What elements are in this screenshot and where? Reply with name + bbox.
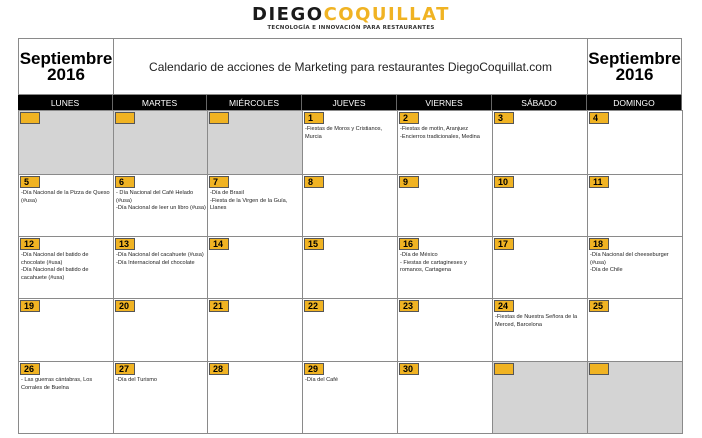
day-number-badge	[589, 363, 609, 375]
event-list	[210, 190, 301, 213]
event-list	[400, 126, 491, 141]
day-cell	[492, 236, 588, 299]
event-item: -Día de México	[400, 252, 438, 258]
day-cell	[18, 236, 114, 299]
day-number-badge: 4	[589, 112, 609, 124]
event-list	[400, 252, 491, 275]
day-cell	[587, 298, 683, 362]
day-number-badge: 13	[115, 238, 135, 250]
event-item: - Las guerras cántabras, Los Corrales de Buelna	[21, 377, 93, 391]
day-number-badge: 10	[494, 176, 514, 188]
weekday-header-miercoles: MIÉRCOLES	[207, 95, 302, 111]
logo-wordmark: DIEGOCOQUILLAT	[252, 4, 450, 25]
empty-day-cell	[113, 110, 208, 175]
event-list	[116, 377, 206, 385]
day-number-badge: 8	[304, 176, 324, 188]
event-list	[495, 314, 586, 329]
day-cell	[397, 174, 493, 237]
day-number-badge: 20	[115, 300, 135, 312]
day-cell	[397, 361, 493, 434]
day-number-badge: 30	[399, 363, 419, 375]
logo	[0, 0, 702, 36]
event-item: -Día de Brasil	[210, 190, 244, 196]
day-cell	[207, 298, 303, 362]
event-list	[116, 252, 206, 267]
day-cell	[113, 298, 208, 362]
event-list	[305, 126, 396, 141]
day-number-badge: 18	[589, 238, 609, 250]
day-number-badge: 5	[20, 176, 40, 188]
day-number-badge: 2	[399, 112, 419, 124]
day-number-badge	[494, 363, 514, 375]
weekday-header-domingo: DOMINGO	[587, 95, 682, 111]
day-cell	[397, 110, 493, 175]
day-cell	[492, 298, 588, 362]
day-cell	[302, 361, 398, 434]
event-item: -Día de Chile	[590, 267, 623, 274]
day-number-badge: 25	[589, 300, 609, 312]
event-item: - Fiestas de cartagineses y romanos, Cartagena	[400, 259, 467, 274]
logo-tagline: TECNOLOGÍA E INNOVACIÓN PARA RESTAURANTES	[267, 25, 435, 31]
day-cell	[113, 236, 208, 299]
event-list	[21, 190, 112, 205]
event-item: -Día Nacional del batido de chocolate (#usa)	[21, 252, 89, 266]
day-number-badge: 12	[20, 238, 40, 250]
event-item: -Fiestas de Nuestra Señora de la Merced, Barcelona	[495, 314, 578, 328]
empty-day-cell	[587, 361, 683, 434]
event-item: -Fiestas de motín, Aranjuez	[400, 126, 469, 132]
day-cell	[302, 110, 398, 175]
calendar	[18, 38, 682, 434]
day-number-badge: 28	[209, 363, 229, 375]
event-list	[21, 377, 112, 392]
weekday-header-viernes: VIERNES	[397, 95, 492, 111]
day-number-badge: 27	[115, 363, 135, 375]
day-number-badge: 26	[20, 363, 40, 375]
day-number-badge: 19	[20, 300, 40, 312]
day-number-badge: 14	[209, 238, 229, 250]
day-number-badge: 29	[304, 363, 324, 375]
day-cell	[302, 298, 398, 362]
event-list	[21, 252, 112, 282]
day-cell	[18, 174, 114, 237]
day-number-badge	[20, 112, 40, 124]
day-cell	[18, 361, 114, 434]
day-cell	[587, 236, 683, 299]
weekday-header-sabado: SÁBADO	[492, 95, 587, 111]
weekday-header-martes: MARTES	[113, 95, 207, 111]
day-number-badge: 21	[209, 300, 229, 312]
event-item: -Día Nacional del cacahuete (#usa)	[116, 252, 204, 258]
month-label-right: Septiembre 2016	[587, 38, 682, 95]
day-cell	[302, 174, 398, 237]
day-cell	[18, 298, 114, 362]
day-number-badge	[209, 112, 229, 124]
day-number-badge: 11	[589, 176, 609, 188]
day-number-badge: 15	[304, 238, 324, 250]
day-cell	[207, 361, 303, 434]
event-list	[116, 190, 206, 213]
day-cell	[207, 236, 303, 299]
day-cell	[397, 298, 493, 362]
event-item: -Día del Turismo	[116, 377, 158, 383]
event-item: -Día Internacional del chocolate	[116, 259, 195, 266]
day-cell	[113, 361, 208, 434]
day-cell	[397, 236, 493, 299]
event-list	[305, 377, 396, 385]
event-item: -Fiesta de la Virgen de la Guía, Llanes	[210, 197, 288, 212]
day-number-badge: 6	[115, 176, 135, 188]
day-number-badge: 23	[399, 300, 419, 312]
day-cell	[492, 174, 588, 237]
day-cell	[587, 174, 683, 237]
day-number-badge: 16	[399, 238, 419, 250]
event-item: -Día Nacional del cheeseburger (#usa)	[590, 252, 669, 266]
day-number-badge: 17	[494, 238, 514, 250]
month-label-left: Septiembre 2016	[18, 38, 114, 95]
day-cell	[587, 110, 683, 175]
event-item: -Día del Café	[305, 377, 338, 383]
day-number-badge: 24	[494, 300, 514, 312]
event-item: -Día Nacional de la Pizza de Queso (#usa)	[21, 190, 110, 204]
day-cell	[492, 110, 588, 175]
empty-day-cell	[492, 361, 588, 434]
day-cell	[113, 174, 208, 237]
event-item: -Encierros tradicionales, Medina	[400, 133, 480, 140]
weekday-header-lunes: LUNES	[18, 95, 113, 111]
day-number-badge: 7	[209, 176, 229, 188]
day-cell	[302, 236, 398, 299]
day-number-badge: 1	[304, 112, 324, 124]
event-item: -Fiestas de Moros y Cristianos, Murcia	[305, 126, 383, 140]
day-number-badge: 22	[304, 300, 324, 312]
calendar-title: Calendario de acciones de Marketing para restaurantes DiegoCoquillat.com	[113, 38, 588, 95]
event-item: -Día Nacional del batido de cacahuete (#usa)	[21, 267, 89, 281]
event-item: - Día Nacional del Café Helado (#usa)	[116, 190, 194, 204]
weekday-header-jueves: JUEVES	[302, 95, 397, 111]
day-cell	[207, 174, 303, 237]
empty-day-cell	[18, 110, 114, 175]
day-number-badge: 9	[399, 176, 419, 188]
event-list	[590, 252, 681, 275]
event-item: -Día Nacional de leer un libro (#usa)	[116, 205, 206, 212]
day-number-badge: 3	[494, 112, 514, 124]
empty-day-cell	[207, 110, 303, 175]
day-number-badge	[115, 112, 135, 124]
